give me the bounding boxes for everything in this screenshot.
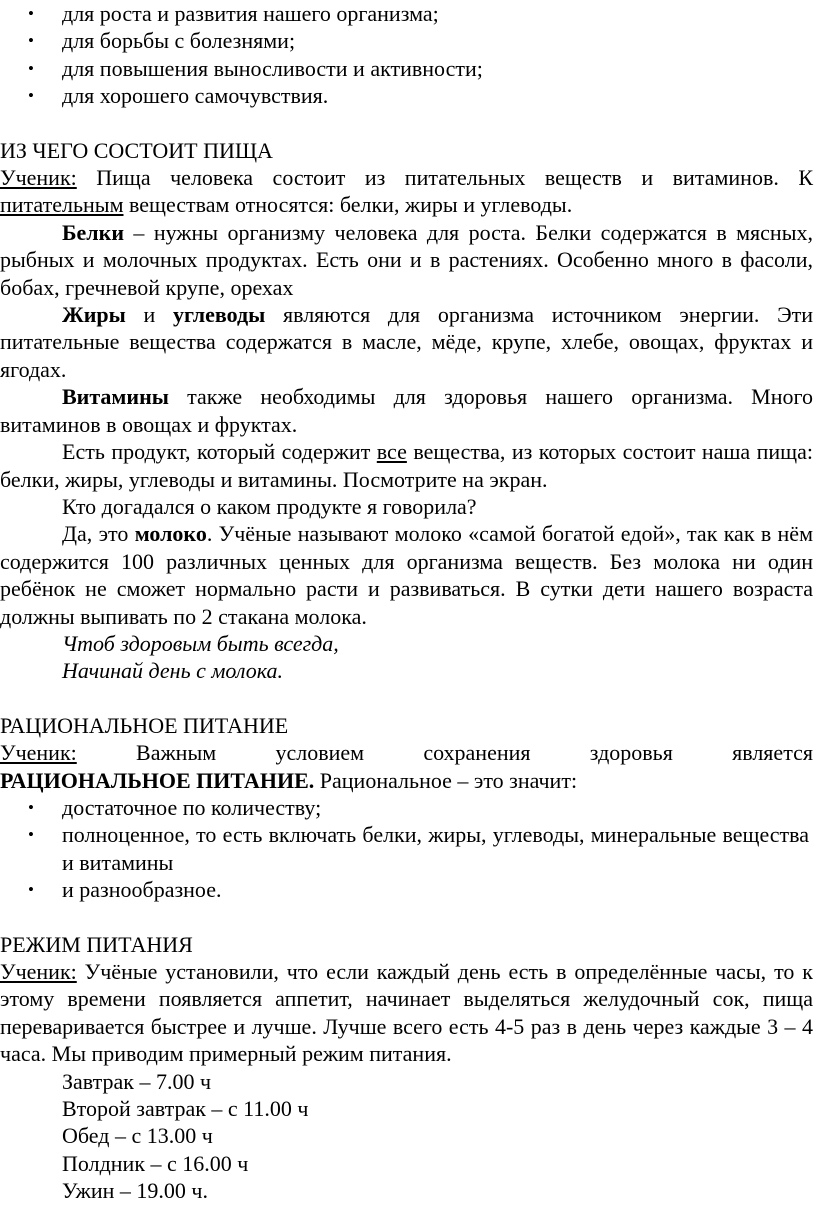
- list-item: • достаточное по количеству;: [0, 794, 813, 821]
- schedule-item: Второй завтрак – с 11.00 ч: [62, 1096, 309, 1122]
- list-item: • и разнообразное.: [0, 876, 813, 903]
- schedule-item: Завтрак – 7.00 ч: [62, 1068, 212, 1094]
- paragraph-milk: Да, это молоко. Учёные называют молоко «самой богатой едой», так как в нём содержится 100 различных ценных для организма веществ. Без молока ни один ребёнок не сможет нормально расти и развиваться. В сутки дети нашего возраста должны выпивать по 2 стакана молока.: [0, 521, 813, 629]
- rational-bullet-list: [0, 794, 813, 904]
- section-heading: РЕЖИМ ПИТАНИЯ: [0, 931, 193, 957]
- schedule-item: Полдник – с 16.00 ч: [62, 1150, 249, 1176]
- poem-line: Чтоб здоровым быть всегда,: [62, 630, 339, 656]
- list-item: • для борьбы с болезнями;: [0, 27, 816, 54]
- justified-line: Ученик: Важным условием сохранения здоровья является: [0, 740, 813, 766]
- term-milk: молоко: [134, 521, 207, 547]
- list-item: • для повышения выносливости и активности;: [0, 55, 816, 82]
- paragraph-question: Кто догадался о каком продукте я говорила?: [62, 493, 477, 519]
- list-item: • для роста и развития нашего организма;: [0, 0, 816, 27]
- paragraph-intro: Ученик: Пища человека состоит из питательных веществ и витаминов. К питательным веществам относятся: белки, жиры и углеводы.: [0, 165, 813, 218]
- paragraph-proteins: Белки – нужны организму человека для роста. Белки содержатся в мясных, рыбных и молочных продуктах. Есть они и в растениях. Особенно много в фасоли, бобах, гречневой крупе, орехах: [0, 219, 813, 300]
- speaker-label: Ученик:: [0, 740, 77, 766]
- section-heading: ИЗ ЧЕГО СОСТОИТ ПИЩА: [0, 137, 273, 163]
- section-heading: РАЦИОНАЛЬНОЕ ПИТАНИЕ: [0, 712, 289, 738]
- poem-line: Начинай день с молока.: [62, 658, 283, 684]
- term-carbs: углеводы: [172, 302, 266, 328]
- paragraph-vitamins: Витамины также необходимы для здоровья нашего организма. Много витаминов в овощах и фруктах.: [0, 384, 813, 437]
- paragraph-rational: РАЦИОНАЛЬНОЕ ПИТАНИЕ. Рациональное – это значит:: [0, 767, 578, 793]
- term-rational-nutrition: РАЦИОНАЛЬНОЕ ПИТАНИЕ.: [0, 767, 315, 793]
- section-food-composition: [0, 137, 816, 685]
- schedule-item: Обед – с 13.00 ч: [62, 1123, 213, 1149]
- list-item: • для хорошего самочувствия.: [0, 82, 816, 109]
- paragraph-product: Есть продукт, который содержит все вещества, из которых состоит наша пища: белки, жиры, углеводы и витамины. Посмотрите на экран.: [0, 439, 813, 492]
- term-fats: Жиры: [62, 302, 126, 328]
- paragraph-schedule: Ученик: Учёные установили, что если каждый день есть в определённые часы, то к этому времени появляется аппетит, начинает выделяться желудочный сок, пища переваривается быстрее и лучше. Лучше всего есть 4-5 раз в день через каждые 3 – 4 часа. Мы приводим примерный режим питания.: [0, 959, 813, 1067]
- term-proteins: Белки: [62, 219, 125, 245]
- list-item: • полноценное, то есть включать белки, жиры, углеводы, минеральные вещества и витамины: [0, 821, 813, 876]
- speaker-label: Ученик:: [0, 165, 77, 191]
- speaker-label: Ученик:: [0, 959, 77, 984]
- section-rational-nutrition: [0, 712, 816, 904]
- term-vitamins: Витамины: [62, 384, 169, 410]
- section-meal-schedule: [0, 931, 816, 1205]
- intro-bullet-list: [0, 0, 816, 110]
- schedule-item: Ужин – 19.00 ч.: [62, 1178, 208, 1204]
- paragraph-fats: Жиры и углеводы являются для организма источником энергии. Эти питательные вещества содержатся в масле, мёде, крупе, хлебе, овощах, фруктах и ягодах.: [0, 302, 813, 382]
